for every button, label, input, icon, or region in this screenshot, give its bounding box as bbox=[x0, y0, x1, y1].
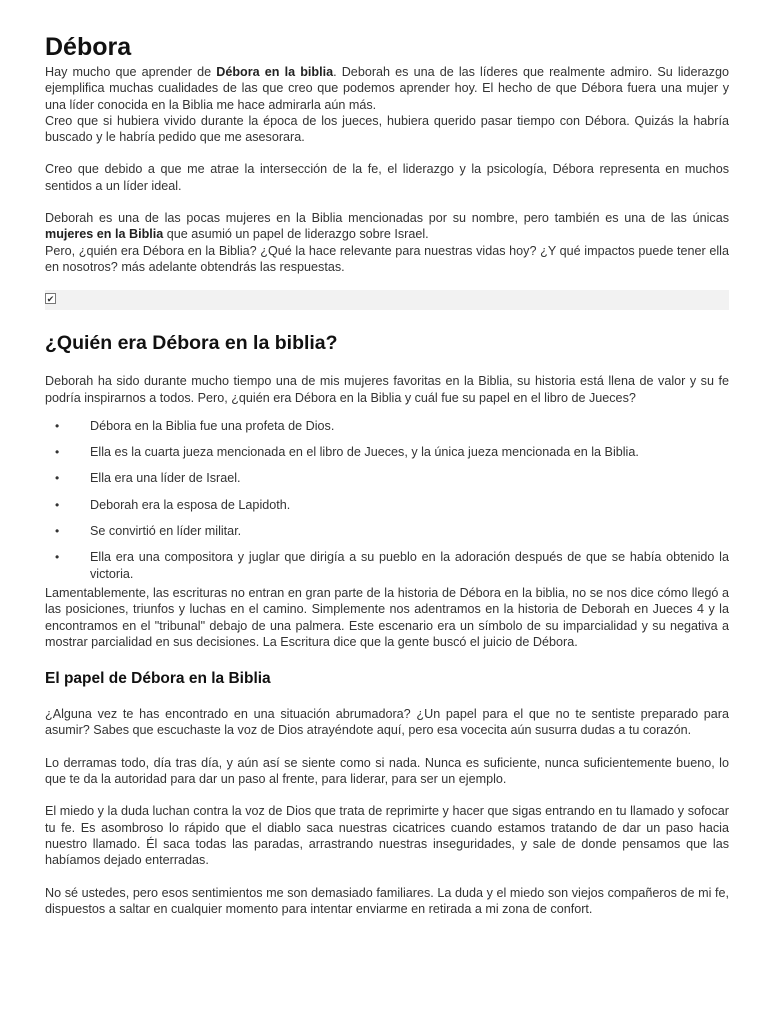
list-item-text: Ella era una compositora y juglar que dirigía a su pueblo en la adoración después de que se había obtenido la victoria. bbox=[90, 550, 729, 581]
intro-paragraph-1 bbox=[45, 64, 729, 113]
list-item bbox=[45, 444, 729, 460]
list-item bbox=[45, 470, 729, 486]
list-item-text: Deborah era la esposa de Lapidoth. bbox=[90, 497, 291, 512]
section2-paragraph-3: El miedo y la duda luchan contra la voz de Dios que trata de reprimirte y hacer que sigas entrando en tu llamado y sofocar tu fe. Es asombroso lo rápido que el diablo saca nuestras cicatrices cuando estamos tratando de dar un paso hacia nuestro llamado. Él saca todas las paradas, arrastrando nuestras inseguridades, y sale de donde pensamos que las habíamos dejado enterradas. bbox=[45, 804, 729, 868]
list-item bbox=[45, 549, 729, 582]
section1-paragraph-2: Lamentablemente, las escrituras no entran en gran parte de la historia de Débora en la biblia, no se nos dice cómo llegó a las posiciones, triunfos y luchas en el camino. Simplemente nos adentramos en la historia de Deborah en Jueces 4 y la encontramos en el "tribunal" debajo de una palmera. Este escenario era un símbolo de su imparcialidad y su negativa a mostrar parcialidad en sus decisiones. La Escritura dice que la gente buscó el juicio de Débora. bbox=[45, 585, 729, 649]
intro-paragraph-1b: Creo que si hubiera vivido durante la época de los jueces, hubiera querido pasar tiempo con Débora. Quizás la habría buscado y le habría pedido que me asesorara. bbox=[45, 113, 729, 145]
section1-paragraph-1: Deborah ha sido durante mucho tiempo una de mis mujeres favoritas en la Biblia, su historia está llena de valor y su fe podría inspirarnos a todos. Pero, ¿quién era Débora en la Biblia y cuál fue su papel en el libro de Jueces? bbox=[45, 374, 729, 405]
section-heading-1: ¿Quién era Débora en la biblia? bbox=[45, 332, 338, 355]
section2-paragraph-2: Lo derramas todo, día tras día, y aún así se siente como si nada. Nunca es suficiente, nunca suficientemente bueno, lo que te da la autoridad para dar un paso al frente, para liderar, para ser un ejemplo. bbox=[45, 755, 729, 787]
section2-paragraph-1: ¿Alguna vez te has encontrado en una situación abrumadora? ¿Un papel para el que no te sentiste preparado para asumir? Sabes que escuchaste la voz de Dios atrayéndote aquí, pero esa vocecita aún susurra dudas a tu corazón. bbox=[45, 707, 729, 738]
intro-paragraph-2: Creo que debido a que me atrae la intersección de la fe, el liderazgo y la psicología, Débora representa en muchos sentidos a un líder ideal. bbox=[45, 162, 729, 193]
intro-paragraph-3 bbox=[45, 210, 729, 243]
intro-paragraph-3b: Pero, ¿quién era Débora en la Biblia? ¿Qué la hace relevante para nuestras vidas hoy? ¿Y qué impactos puede tener ella en nosotros? más adelante obtendrás las respuestas. bbox=[45, 243, 729, 274]
bullet-icon: • bbox=[55, 418, 60, 433]
page-title: Débora bbox=[45, 33, 132, 61]
list-item bbox=[45, 497, 729, 513]
bold-text: Débora en la biblia bbox=[216, 65, 334, 79]
text: . Deborah es una de las líderes que realmente admiro. Su liderazgo ejemplifica muchas cualidades de las que creo que podemos aprender hoy. El hecho de que Débora fuera una mujer y una líder conocida en la Biblia me hace admirarla aún más. bbox=[45, 65, 729, 112]
bullet-icon: • bbox=[55, 524, 60, 539]
broken-image-icon: ✔ bbox=[46, 294, 55, 305]
list-item-text: Se convirtió en líder militar. bbox=[90, 524, 242, 539]
text: Hay mucho que aprender de bbox=[45, 65, 217, 79]
bullet-icon: • bbox=[55, 471, 60, 486]
list-item bbox=[45, 418, 729, 434]
bold-text: mujeres en la Biblia bbox=[45, 227, 164, 242]
text: que asumió un papel de liderazgo sobre Israel. bbox=[163, 227, 429, 242]
section2-paragraph-4: No sé ustedes, pero esos sentimientos me son demasiado familiares. La duda y el miedo son viejos compañeros de mi fe, dispuestos a saltar en cualquier momento para intentar enviarme en retirada a mi zona de confort. bbox=[45, 885, 729, 916]
section-heading-2: El papel de Débora en la Biblia bbox=[45, 670, 271, 688]
qualities-list bbox=[45, 418, 729, 582]
article bbox=[45, 30, 729, 917]
bullet-icon: • bbox=[55, 550, 60, 565]
list-item-text: Débora en la Biblia fue una profeta de Dios. bbox=[90, 418, 335, 433]
list-item bbox=[45, 523, 729, 539]
image-placeholder bbox=[45, 290, 729, 310]
text: Deborah es una de las pocas mujeres en la Biblia mencionadas por su nombre, pero también es una de las únicas bbox=[45, 211, 729, 226]
bullet-icon: • bbox=[55, 445, 60, 460]
bullet-icon: • bbox=[55, 497, 60, 512]
list-item-text: Ella es la cuarta jueza mencionada en el libro de Jueces, y la única jueza mencionada en la Biblia. bbox=[90, 445, 639, 460]
list-item-text: Ella era una líder de Israel. bbox=[90, 471, 241, 486]
